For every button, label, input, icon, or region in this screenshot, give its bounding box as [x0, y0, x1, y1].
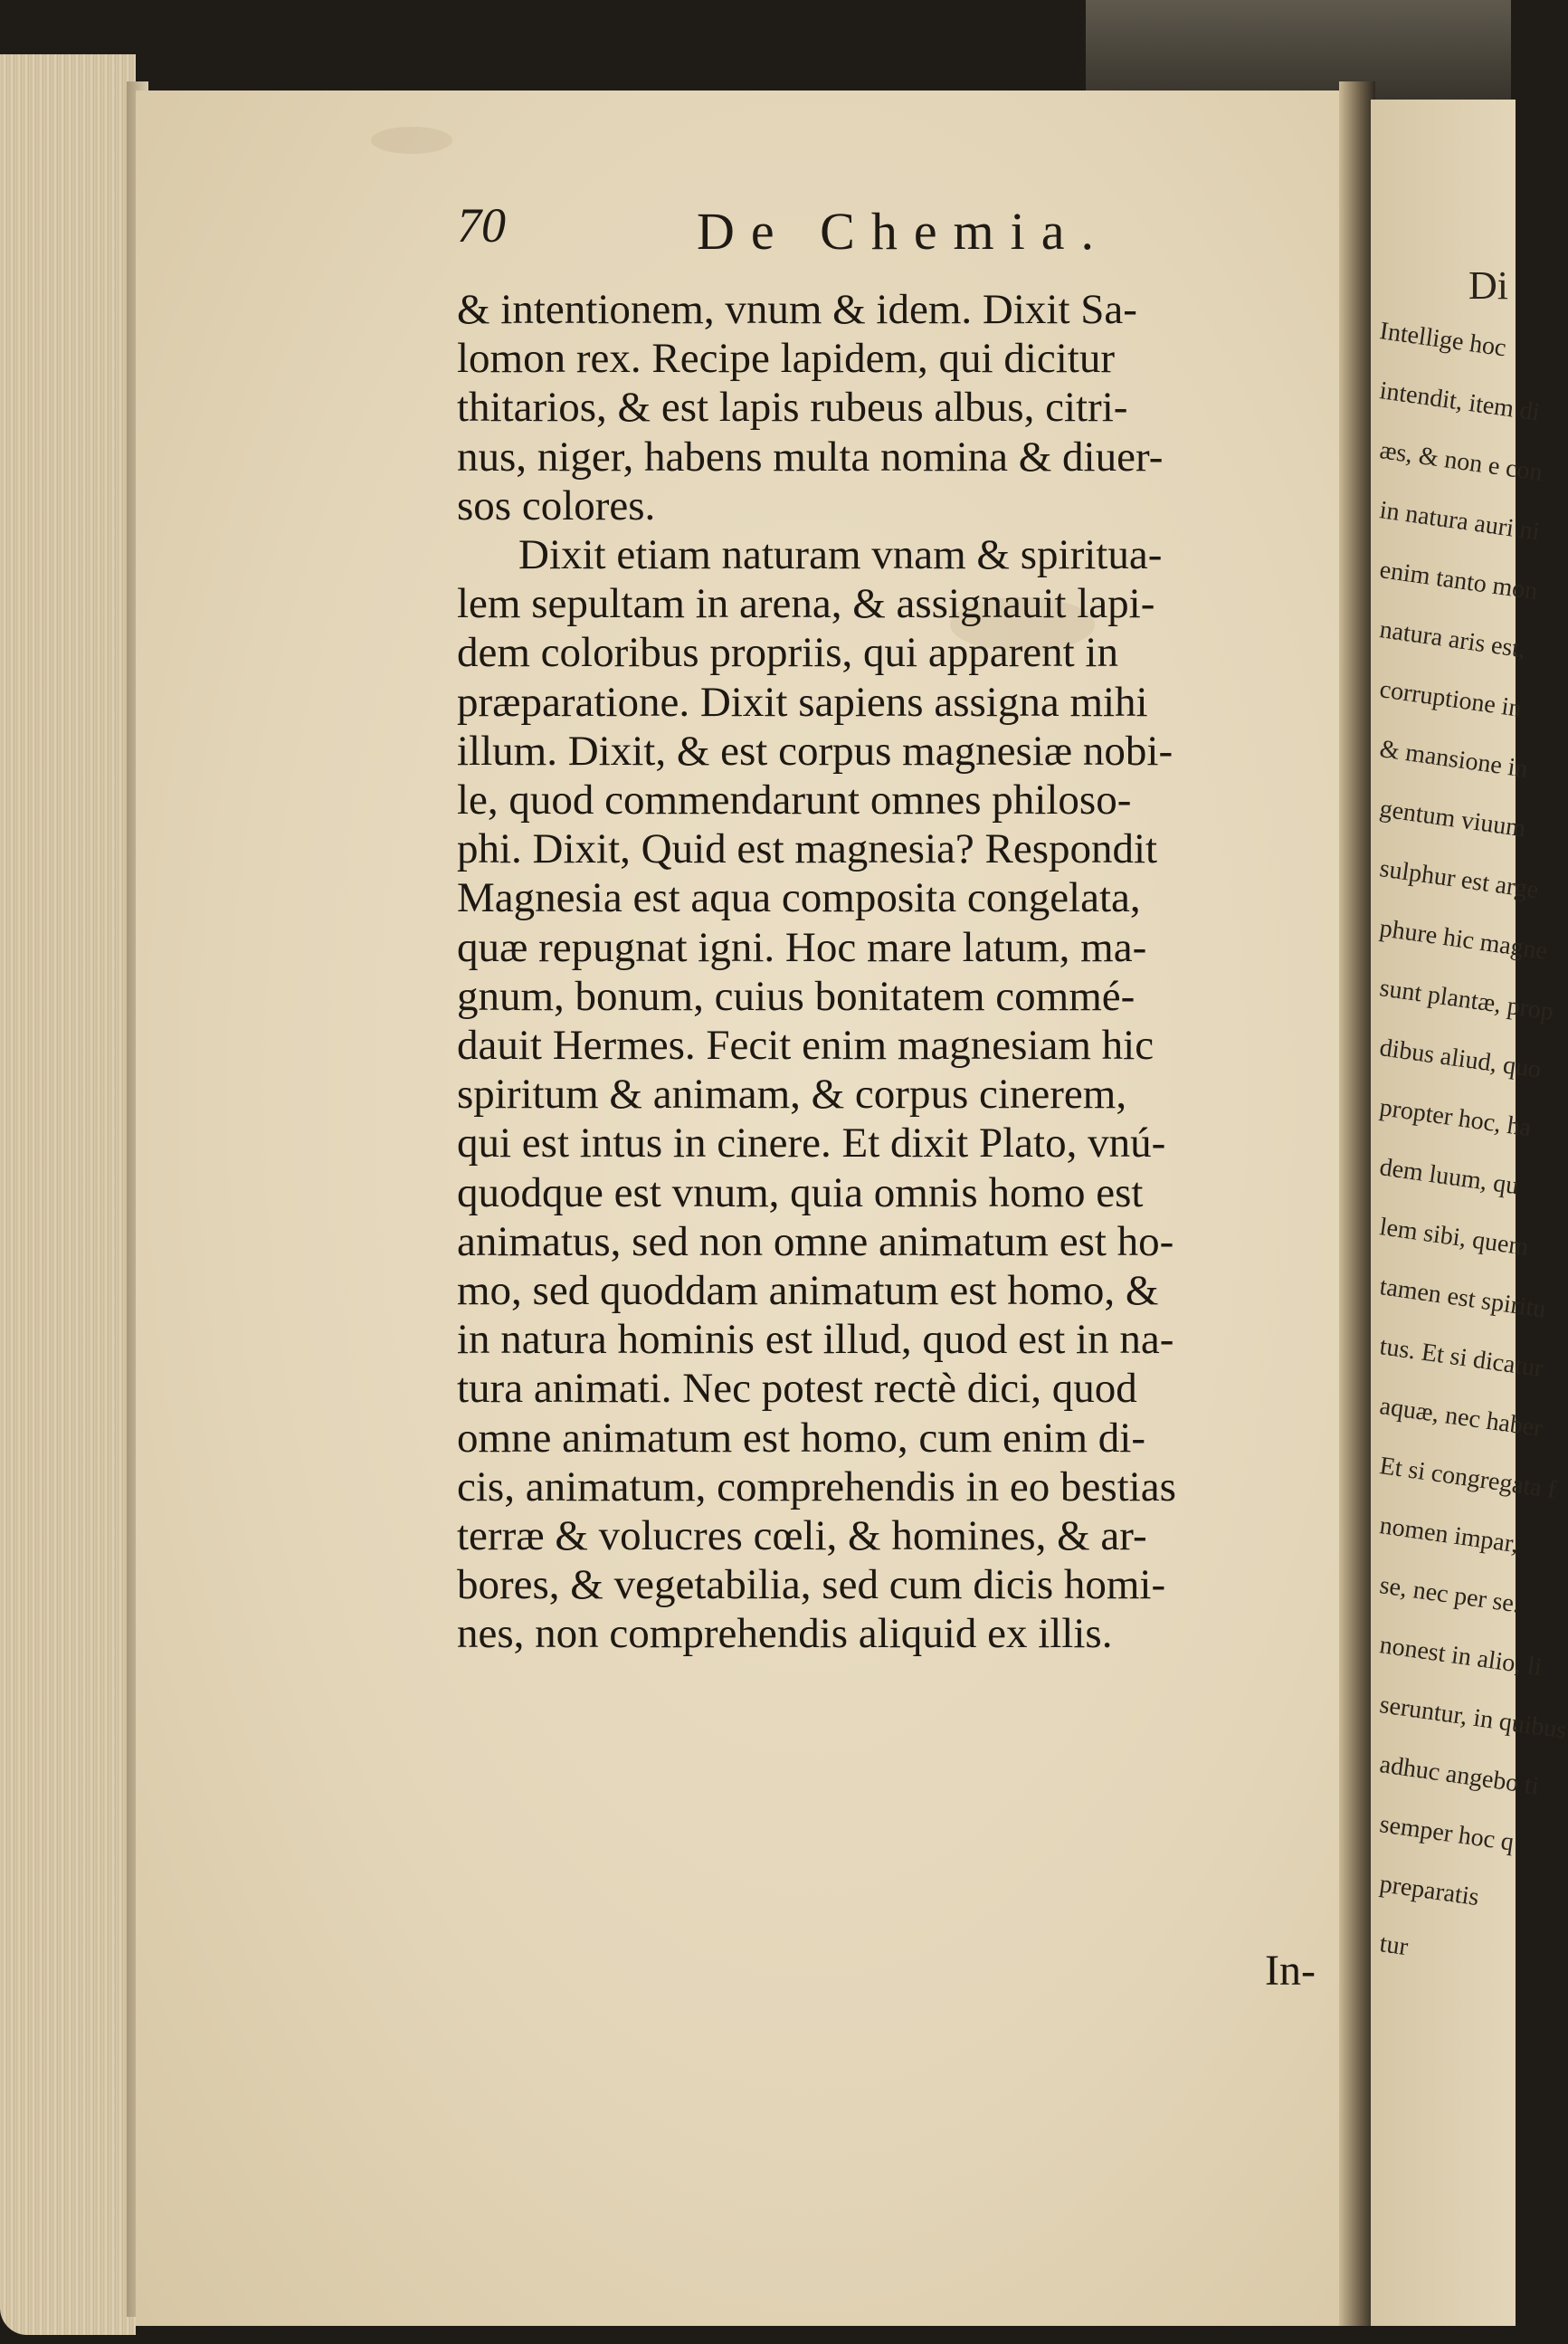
text-line: mo, sed quoddam animatum est homo, & [457, 1267, 1159, 1315]
running-title: De Chemia. [697, 202, 1111, 261]
text-line: cis, animatum, comprehendis in eo bestias [457, 1463, 1176, 1510]
text-line: Magnesia est aqua composita congelata, [457, 874, 1141, 922]
recto-text-fragment: Intellige hoc [1377, 317, 1508, 363]
text-line: nus, niger, habens multa nomina & diuer- [457, 433, 1164, 481]
text-line: phi. Dixit, Quid est magnesia? Respondit [457, 825, 1158, 873]
text-line: lomon rex. Recipe lapidem, qui dicitur [457, 335, 1116, 383]
recto-text-fragment: corruptione in [1377, 675, 1524, 723]
text-line: quæ repugnat igni. Hoc mare latum, ma- [457, 923, 1147, 971]
recto-text-fragment: æs, & non e con [1377, 436, 1544, 488]
recto-running-head: Di [1468, 263, 1508, 308]
recto-text-fragment: dibus aliud, quo [1377, 1034, 1544, 1084]
paper-stain [371, 127, 452, 154]
gutter-shadow [1339, 81, 1375, 2326]
recto-text-fragment: propter hoc, ha [1377, 1093, 1534, 1143]
recto-text-fragment: tus. Et si dicatur [1377, 1332, 1545, 1384]
recto-page-strip [1371, 100, 1568, 2326]
recto-text-fragment: sunt plantæ, prop [1377, 974, 1556, 1026]
text-line: & intentionem, vnum & idem. Dixit Sa- [457, 286, 1137, 333]
recto-text-fragment: nonest in alio, li [1377, 1631, 1544, 1682]
recto-text-fragment: natura aris est, [1377, 615, 1528, 664]
recto-text-fragment: intendit, item di [1377, 376, 1542, 427]
recto-text-fragment: semper hoc q [1377, 1810, 1516, 1857]
text-line: Dixit etiam naturam vnam & spiritua- [518, 531, 1163, 579]
text-line: omne animatum est homo, cum enim di- [457, 1414, 1145, 1462]
text-line: thitarios, & est lapis rubeus albus, citri- [457, 384, 1128, 432]
text-line: lem sepultam in arena, & assignauit lapi- [457, 580, 1155, 628]
recto-text-fragment: tamen est spiritu [1377, 1272, 1548, 1324]
recto-text-fragment: Et si congregata f [1377, 1452, 1559, 1505]
text-line: gnum, bonum, cuius bonitatem commé- [457, 972, 1136, 1020]
recto-text-fragment: se, nec per se. [1377, 1571, 1522, 1619]
text-line: terræ & volucres cœli, & homines, & ar- [457, 1512, 1147, 1560]
text-line: in natura hominis est illud, quod est in na- [457, 1316, 1174, 1364]
recto-text-fragment: & mansione in [1377, 735, 1530, 784]
text-line: tura animati. Nec potest rectè dici, quod [457, 1365, 1137, 1413]
catchword: In- [1265, 1947, 1316, 1995]
recto-text-fragment: enim tanto mon [1377, 556, 1540, 606]
recto-text-fragment: gentum viuum [1377, 795, 1528, 843]
recto-text-fragment: dem luum, qu [1377, 1153, 1521, 1201]
recto-text-fragment: in natura auri ni [1377, 496, 1542, 547]
recto-text-fragment: tur [1377, 1930, 1411, 1962]
text-line: sos colores. [457, 481, 656, 529]
text-line: bores, & vegetabilia, sed cum dicis homi- [457, 1561, 1166, 1609]
page-edges [0, 54, 136, 2335]
recto-text-fragment: sulphur est arge [1377, 854, 1541, 905]
text-line: qui est intus in cinere. Et dixit Plato, vnú- [457, 1120, 1166, 1167]
recto-text-fragment: phure hic magne [1377, 914, 1550, 966]
book-cover [1086, 0, 1511, 100]
page-number: 70 [457, 198, 506, 253]
text-line: le, quod commendarunt omnes philoso- [457, 777, 1132, 824]
text-line: quodque est vnum, quia omnis homo est [457, 1168, 1144, 1216]
recto-text-fragment: adhuc angebo ti [1377, 1750, 1541, 1801]
text-line: spiritum & animam, & corpus cinerem, [457, 1071, 1127, 1119]
recto-text-fragment: lem sibi, quem [1377, 1213, 1531, 1262]
body-text [457, 285, 1344, 1659]
text-line: animatus, sed non omne animatum est ho- [457, 1217, 1174, 1265]
text-line: præparatione. Dixit sapiens assigna mihi [457, 678, 1148, 726]
recto-text-fragment: aquæ, nec haber [1377, 1392, 1544, 1444]
text-line: dauit Hermes. Fecit enim magnesiam hic [457, 1022, 1155, 1070]
text-line: dem coloribus propriis, qui apparent in [457, 629, 1118, 677]
text-line: illum. Dixit, & est corpus magnesiæ nobi- [457, 727, 1174, 775]
recto-text-fragment: seruntur, in quibus [1377, 1691, 1568, 1745]
recto-text-fragment: preparatis [1377, 1870, 1481, 1912]
recto-text-fragment: nomen impar, [1377, 1511, 1521, 1559]
text-line: nes, non comprehendis aliquid ex illis. [457, 1610, 1113, 1658]
